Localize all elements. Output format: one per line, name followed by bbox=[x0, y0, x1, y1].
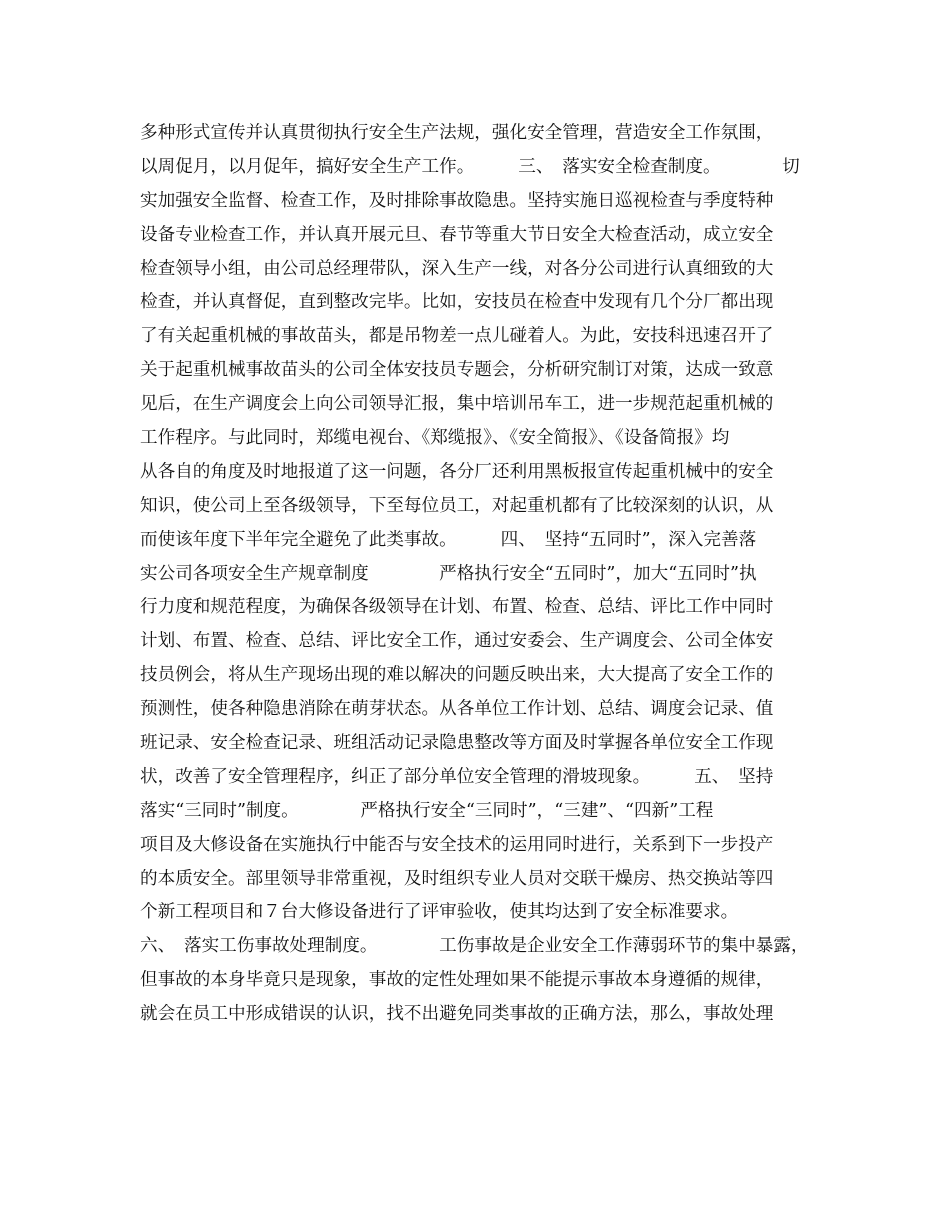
text-line: 但事故的本身毕竟只是现象，事故的定性处理如果不能提示事故本身遵循的规律， bbox=[140, 970, 774, 991]
text-line: 计划、布置、检查、总结、评比安全工作，通过安委会、生产调度会、公司全体安 bbox=[140, 631, 774, 652]
text-line: 项目及大修设备在实施执行中能否与安全技术的运用同时进行，关系到下一步投产 bbox=[140, 834, 774, 855]
text-line: 以周促月，以月促年，搞好安全生产工作。 三、 落实安全检查制度。 切 bbox=[140, 156, 800, 177]
body-text bbox=[140, 117, 820, 1032]
text-line: 了有关起重机械的事故苗头，都是吊物差一点儿碰着人。为此，安技科迅速召开了 bbox=[140, 326, 774, 347]
text-line: 状，改善了安全管理程序，纠正了部分单位安全管理的滑坡现象。 五、 坚持 bbox=[140, 766, 774, 787]
text-line: 实公司各项安全生产规章制度 严格执行安全“五同时”，加大“五同时”执 bbox=[140, 563, 757, 584]
text-line: 设备专业检查工作，并认真开展元旦、春节等重大节日安全大检查活动，成立安全 bbox=[140, 224, 774, 245]
text-line: 关于起重机械事故苗头的公司全体安技员专题会，分析研究制订对策，达成一致意 bbox=[140, 360, 774, 381]
text-line: 检查领导小组，由公司总经理带队，深入生产一线，对各分公司进行认真细致的大 bbox=[140, 258, 774, 279]
text-line: 而使该年度下半年完全避免了此类事故。 四、 坚持“五同时”，深入完善落 bbox=[140, 529, 757, 550]
text-line: 检查，并认真督促，直到整改完毕。比如，安技员在检查中发现有几个分厂都出现 bbox=[140, 292, 774, 313]
text-line: 六、 落实工伤事故处理制度。 工伤事故是企业安全工作薄弱环节的集中暴露， bbox=[140, 936, 809, 957]
text-line: 预测性，使各种隐患消除在萌芽状态。从各单位工作计划、总结、调度会记录、值 bbox=[140, 699, 774, 720]
text-line: 见后，在生产调度会上向公司领导汇报，集中培训吊车工，进一步规范起重机械的 bbox=[140, 394, 774, 415]
text-line: 个新工程项目和７台大修设备进行了评审验收，使其均达到了安全标准要求。 bbox=[140, 902, 739, 923]
text-line: 从各自的角度及时地报道了这一问题，各分厂还利用黑板报宣传起重机械中的安全 bbox=[140, 461, 774, 482]
text-line: 多种形式宣传并认真贯彻执行安全生产法规，强化安全管理，营造安全工作氛围， bbox=[140, 123, 774, 143]
text-line: 就会在员工中形成错误的认识，找不出避免同类事故的正确方法，那么，事故处理 bbox=[140, 1004, 774, 1025]
text-line: 实加强安全监督、检查工作，及时排除事故隐患。坚持实施日巡视检查与季度特种 bbox=[140, 190, 774, 211]
text-line: 技员例会，将从生产现场出现的难以解决的问题反映出来，大大提高了安全工作的 bbox=[140, 665, 774, 686]
text-line: 落实“三同时”制度。 严格执行安全“三同时”，“三建”、“四新”工程 bbox=[140, 800, 714, 821]
text-line: 知识，使公司上至各级领导，下至每位员工，对起重机都有了比较深刻的认识，从 bbox=[140, 495, 774, 516]
text-line: 行力度和规范程度，为确保各级领导在计划、布置、检查、总结、评比工作中同时 bbox=[140, 597, 774, 618]
text-line: 的本质安全。部里领导非常重视，及时组织专业人员对交联干燥房、热交换站等四 bbox=[140, 868, 774, 889]
text-line: 工作程序。与此同时，郑缆电视台、《郑缆报》、《安全简报》、《设备简报》均 bbox=[140, 428, 730, 449]
text-line: 班记录、安全检查记录、班组活动记录隐患整改等方面及时掌握各单位安全工作现 bbox=[140, 733, 774, 754]
